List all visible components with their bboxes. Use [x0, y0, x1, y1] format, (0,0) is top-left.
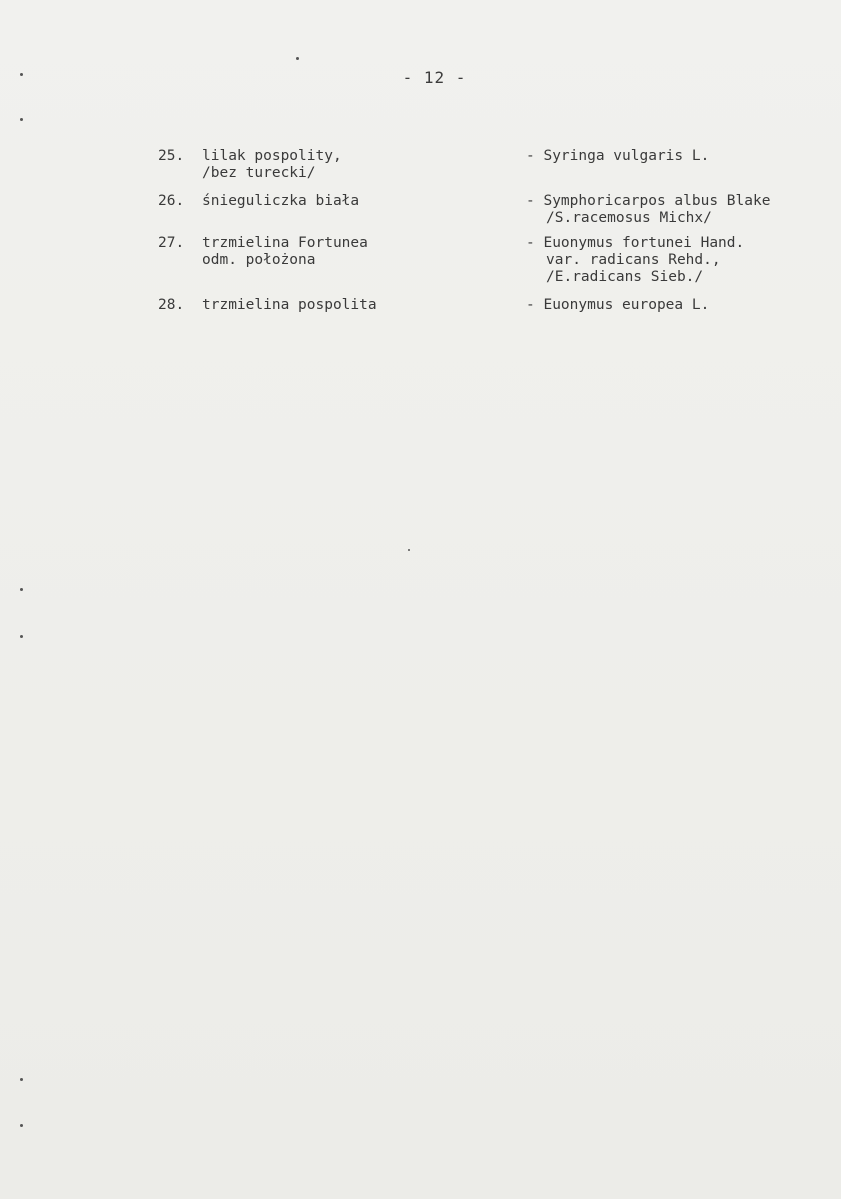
page-number-text: - 12 - [402, 68, 467, 87]
latin-name [526, 297, 836, 314]
polish-name-line: trzmielina Fortunea [202, 235, 368, 251]
scan-mark [296, 57, 299, 60]
polish-name [158, 148, 518, 182]
scan-mark [20, 1078, 23, 1081]
polish-name-line: lilak pospolity, [202, 148, 342, 164]
polish-name [158, 297, 518, 314]
scan-mark [408, 549, 410, 551]
polish-name [158, 235, 518, 269]
polish-name-line: trzmielina pospolita [202, 297, 377, 313]
entry-number: 27. [158, 235, 185, 251]
polish-name-line: śnieguliczka biała [202, 193, 360, 209]
polish-name-line: odm. położona [202, 252, 316, 268]
scan-mark [20, 118, 23, 121]
entry-number: 28. [158, 297, 185, 313]
polish-name-line: /bez turecki/ [202, 165, 316, 181]
latin-name-line: - Euonymus europea L. [526, 297, 710, 313]
latin-name [526, 193, 836, 227]
latin-name [526, 148, 836, 165]
entry-number: 26. [158, 193, 185, 209]
scan-mark [20, 635, 23, 638]
latin-name-line: /E.radicans Sieb./ [546, 269, 704, 285]
page-number [0, 68, 841, 87]
polish-name [158, 193, 518, 210]
scan-mark [20, 1124, 23, 1127]
latin-name-line: - Symphoricarpos albus Blake [526, 193, 771, 209]
entry-number: 25. [158, 148, 185, 164]
scan-mark [20, 588, 23, 591]
scan-mark [20, 73, 23, 76]
latin-name-line: - Syringa vulgaris L. [526, 148, 710, 164]
latin-name-line: /S.racemosus Michx/ [546, 210, 712, 226]
latin-name [526, 235, 836, 286]
latin-name-line: var. radicans Rehd., [546, 252, 721, 268]
latin-name-line: - Euonymus fortunei Hand. [526, 235, 745, 251]
